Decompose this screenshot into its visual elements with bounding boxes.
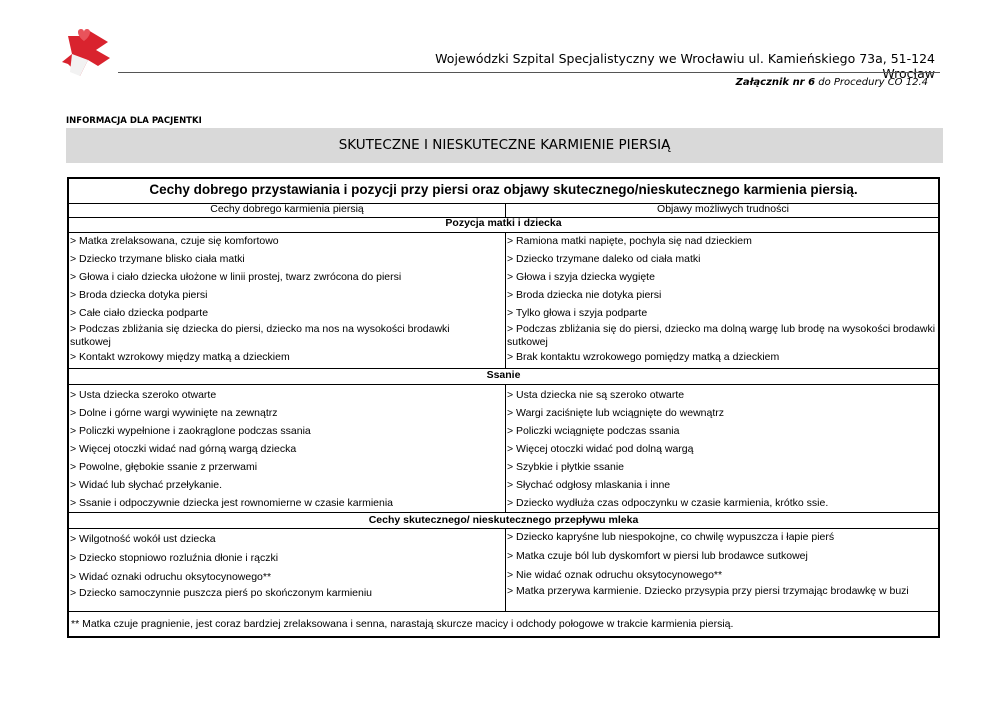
hospital-logo [58,28,112,84]
list-item: > Dziecko trzymane blisko ciała matki [70,253,245,265]
list-item: > Powolne, głębokie ssanie z przerwami [70,461,258,473]
annex-procedure: do Procedury CO 12.4 [815,77,928,88]
list-item: > Widać oznaki odruchu oksytocynowego** [70,571,272,583]
col-header-left: Cechy dobrego karmienia piersią [210,203,364,215]
list-item: > Dolne i górne wargi wywinięte na zewnątrz [70,407,278,419]
list-item: > Ramiona matki napięte, pochyla się nad dzieckiem [507,235,752,247]
col-divider [505,203,506,217]
list-item: > Usta dziecka nie są szeroko otwarte [507,389,685,401]
annex-number: Załącznik nr 6 [735,77,816,88]
list-item: > Brak kontaktu wzrokowego pomiędzy matką a dzieckiem [507,351,780,363]
list-item: > Dziecko kapryśne lub niespokojne, co chwilę wypuszcza i łapie pierś [507,531,835,543]
list-item: > Dziecko stopniowo rozluźnia dłonie i rączki [70,552,279,564]
divider [69,528,938,529]
list-item: > Matka czuje ból lub dyskomfort w piersi lub brodawce sutkowej [507,550,808,562]
hospital-address: Wojewódzki Szpital Specjalistyczny we Wrocławiu ul. Kamieńskiego 73a, 51-124 Wrocław [435,51,935,81]
divider [69,512,938,513]
col-divider [505,528,506,611]
list-item: > Całe ciało dziecka podparte [70,307,209,319]
list-item: > Podczas zbliżania się dziecka do piersi, dziecko ma nos na wysokości brodawki sutkowej [70,323,450,348]
list-item: > Usta dziecka szeroko otwarte [70,389,217,401]
header-rule [118,72,940,73]
col-divider [505,384,506,512]
section-suckling: Ssanie [486,369,521,381]
list-item: > Wargi zaciśnięte lub wciągnięte do wewnątrz [507,407,725,419]
list-item: > Głowa i ciało dziecka ułożone w linii prostej, twarz zwrócona do piersi [70,271,402,283]
document-title: SKUTECZNE I NIESKUTECZNE KARMIENIE PIERSIĄ [66,128,943,163]
list-item: > Matka zrelaksowana, czuje się komfortowo [70,235,279,247]
info-label: INFORMACJA DLA PACJENTKI [66,116,202,126]
list-item: > Słychać odgłosy mlaskania i inne [507,479,671,491]
list-item: > Tylko głowa i szyja podparte [507,307,648,319]
list-item: > Policzki wciągnięte podczas ssania [507,425,680,437]
section-milk-flow: Cechy skutecznego/ nieskutecznego przepływu mleka [368,514,639,526]
list-item: > Dziecko wydłuża czas odpoczynku w czasie karmienia, krótko ssie. [507,497,829,509]
list-item: > Ssanie i odpoczywnie dziecka jest rownomierne w czasie karmienia [70,497,394,509]
list-item: > Podczas zbliżania się do piersi, dziecko ma dolną wargę lub brodę na wysokości brodawki sutkowej [507,323,936,348]
list-item: > Dziecko trzymane daleko od ciała matki [507,253,701,265]
list-item: > Widać lub słychać przełykanie. [70,479,223,491]
list-item: > Więcej otoczki widać nad górną wargą dziecka [70,443,297,455]
col-header-right: Objawy możliwych trudności [657,203,789,215]
divider [69,384,938,385]
feeding-table [67,177,940,638]
list-item: > Więcej otoczki widać pod dolną wargą [507,443,694,455]
table-caption: Cechy dobrego przystawiania i pozycji przy piersi oraz objawy skutecznego/nieskutecznego karmienia piersią. [149,182,858,197]
divider [69,232,938,233]
list-item: > Matka przerywa karmienie. Dziecko przysypia przy piersi trzymając brodawkę w buzi [507,585,909,597]
list-item: > Wilgotność wokół ust dziecka [70,533,216,545]
divider [69,368,938,369]
list-item: > Nie widać oznak odruchu oksytocynowego** [507,569,723,581]
list-item: > Kontakt wzrokowy między matką a dzieckiem [70,351,290,363]
list-item: > Policzki wypełnione i zaokrąglone podczas ssania [70,425,311,437]
list-item: > Broda dziecka nie dotyka piersi [507,289,662,301]
list-item: > Szybkie i płytkie ssanie [507,461,625,473]
divider [69,611,938,612]
annex-note [600,77,928,88]
footnote: ** Matka czuje pragnienie, jest coraz bardziej zrelaksowana i senna, narastają skurcze macicy i odchody połogowe w trakcie karmienia piersią. [71,618,734,630]
list-item: > Broda dziecka dotyka piersi [70,289,208,301]
list-item: > Dziecko samoczynnie puszcza pierś po skończonym karmieniu [70,587,373,599]
col-divider [505,232,506,368]
list-item: > Głowa i szyja dziecka wygięte [507,271,655,283]
section-position: Pozycja matki i dziecka [445,217,562,229]
